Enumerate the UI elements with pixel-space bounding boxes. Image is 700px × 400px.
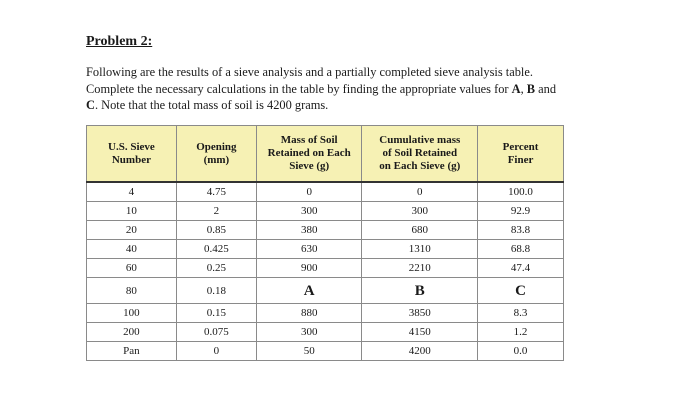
cell-opening: 0.425	[176, 240, 256, 259]
cell-cumulative: 680	[362, 221, 478, 240]
cell-mass: 630	[256, 240, 362, 259]
sieve-analysis-table	[86, 125, 564, 361]
statement-line-1: Following are the results of a sieve analysis and a partially completed sieve analysis table.	[86, 65, 533, 79]
problem-title: Problem 2:	[86, 34, 153, 49]
cell-sieve: 4	[87, 182, 177, 202]
cell-sieve: 40	[87, 240, 177, 259]
cell-opening: 0.15	[176, 304, 256, 323]
cell-finer-unknown-c: C	[478, 278, 564, 304]
cell-finer: 47.4	[478, 259, 564, 278]
var-a: A	[511, 81, 521, 96]
cell-mass: 380	[256, 221, 362, 240]
cell-sieve: 10	[87, 202, 177, 221]
header-sieve-number: U.S. Sieve Number	[87, 126, 177, 183]
cell-mass: 880	[256, 304, 362, 323]
cell-sieve: 200	[87, 323, 177, 342]
cell-mass: 900	[256, 259, 362, 278]
cell-sieve: 20	[87, 221, 177, 240]
cell-opening: 0	[176, 342, 256, 361]
cell-cumulative: 4150	[362, 323, 478, 342]
cell-cumulative: 300	[362, 202, 478, 221]
cell-mass-unknown-a: A	[256, 278, 362, 304]
cell-finer: 92.9	[478, 202, 564, 221]
cell-sieve: Pan	[87, 342, 177, 361]
statement-line-3	[86, 97, 646, 114]
header-mass-retained: Mass of Soil Retained on Each Sieve (g)	[256, 126, 362, 183]
cell-mass: 300	[256, 202, 362, 221]
and-word: and	[535, 81, 557, 96]
cell-finer: 8.3	[478, 304, 564, 323]
cell-mass: 50	[256, 342, 362, 361]
cell-cumulative: 0	[362, 182, 478, 202]
cell-mass: 300	[256, 323, 362, 342]
cell-cumulative: 3850	[362, 304, 478, 323]
cell-sieve: 80	[87, 278, 177, 304]
table-row	[87, 323, 564, 342]
statement-line-2	[86, 81, 646, 98]
cell-cumulative: 4200	[362, 342, 478, 361]
cell-cumulative-unknown-b: B	[362, 278, 478, 304]
table-header-row	[87, 126, 564, 183]
var-b: B	[526, 81, 536, 96]
cell-opening: 0.85	[176, 221, 256, 240]
cell-finer: 1.2	[478, 323, 564, 342]
cell-sieve: 60	[87, 259, 177, 278]
cell-finer: 100.0	[478, 182, 564, 202]
comma: ,	[520, 81, 527, 96]
header-percent-finer: Percent Finer	[478, 126, 564, 183]
table-row	[87, 304, 564, 323]
header-cumulative-mass: Cumulative mass of Soil Retained on Each Sieve (g)	[362, 126, 478, 183]
problem-statement	[86, 64, 646, 114]
table-row	[87, 259, 564, 278]
cell-cumulative: 2210	[362, 259, 478, 278]
statement-line-3-text: . Note that the total mass of soil is 4200 grams.	[94, 98, 329, 112]
table-row-unknowns	[87, 278, 564, 304]
cell-opening: 0.18	[176, 278, 256, 304]
cell-finer: 83.8	[478, 221, 564, 240]
header-opening: Opening (mm)	[176, 126, 256, 183]
table-row	[87, 221, 564, 240]
statement-line-2-text: Complete the necessary calculations in the table by finding the appropriate values for	[86, 81, 512, 96]
cell-sieve: 100	[87, 304, 177, 323]
table-row	[87, 240, 564, 259]
table-row	[87, 342, 564, 361]
cell-finer: 68.8	[478, 240, 564, 259]
cell-opening: 0.25	[176, 259, 256, 278]
cell-opening: 2	[176, 202, 256, 221]
cell-opening: 4.75	[176, 182, 256, 202]
cell-cumulative: 1310	[362, 240, 478, 259]
cell-opening: 0.075	[176, 323, 256, 342]
var-c: C	[86, 98, 95, 112]
cell-mass: 0	[256, 182, 362, 202]
table-row	[87, 182, 564, 202]
cell-finer: 0.0	[478, 342, 564, 361]
table-row	[87, 202, 564, 221]
